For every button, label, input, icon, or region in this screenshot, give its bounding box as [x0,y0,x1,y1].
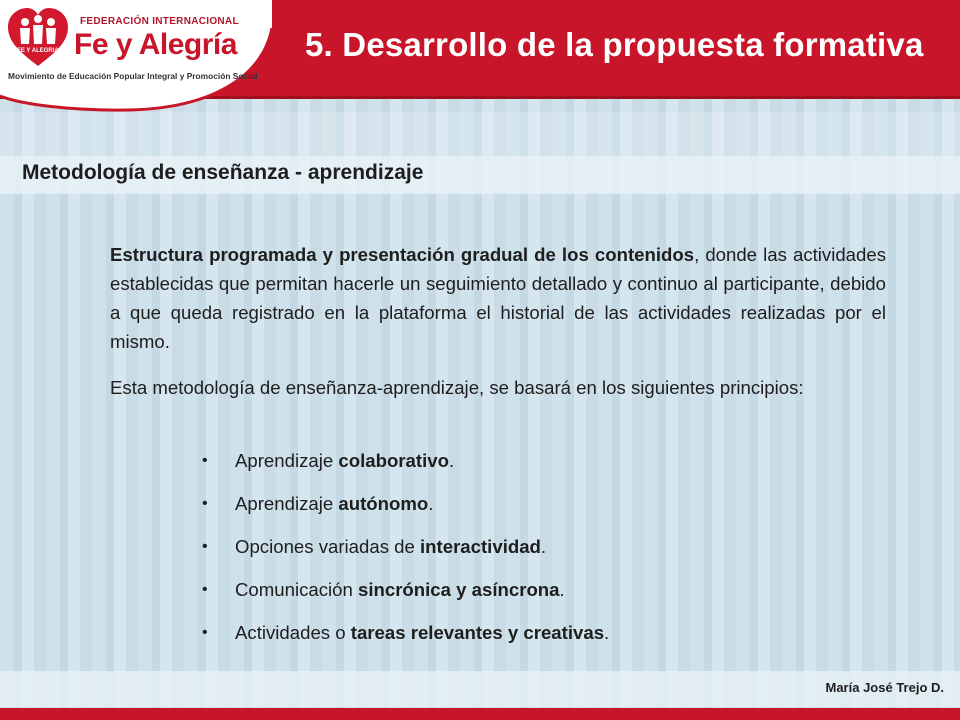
paragraph-structure [110,240,886,356]
footer-strip [0,708,960,720]
paragraph-principles: Esta metodología de enseñanza-aprendizaje, se basará en los siguientes principios: [110,377,804,398]
list-item-text: Aprendizaje autónomo. [235,493,434,514]
bullet-icon: • [202,581,208,598]
list-item-text: Comunicación sincrónica y asíncrona. [235,579,565,600]
section-title: Metodología de enseñanza - aprendizaje [22,161,424,184]
page-title: 5. Desarrollo de la propuesta formativa [305,26,924,63]
bullet-icon: • [202,452,208,469]
bullet-icon: • [202,624,208,641]
paragraph-structure-rest: , donde las actividades establecidas que permitan hacerle un seguimiento detallado y continuo al participante, debido a que queda registrado en la plataforma el historial de las actividades realizadas por el mismo. [110,244,886,352]
list-item-text: Actividades o tareas relevantes y creativas. [235,622,610,643]
logo-badge: FE Y ALEGRIA [17,48,59,54]
footer-band [0,671,960,707]
list-item-text: Opciones variadas de interactividad. [235,536,547,557]
logo-federation-text: FEDERACIÓN INTERNACIONAL [80,16,239,27]
author-credit: María José Trejo D. [825,680,944,695]
bullet-icon: • [202,538,208,555]
logo-name-text: Fe y Alegría [74,28,237,61]
logo-tagline: Movimiento de Educación Popular Integral y Promoción Social [8,71,258,81]
list-item-text: Aprendizaje colaborativo. [235,450,455,471]
bullet-icon: • [202,495,208,512]
paragraph-structure-bold: Estructura programada y presentación gradual de los contenidos [110,244,695,265]
